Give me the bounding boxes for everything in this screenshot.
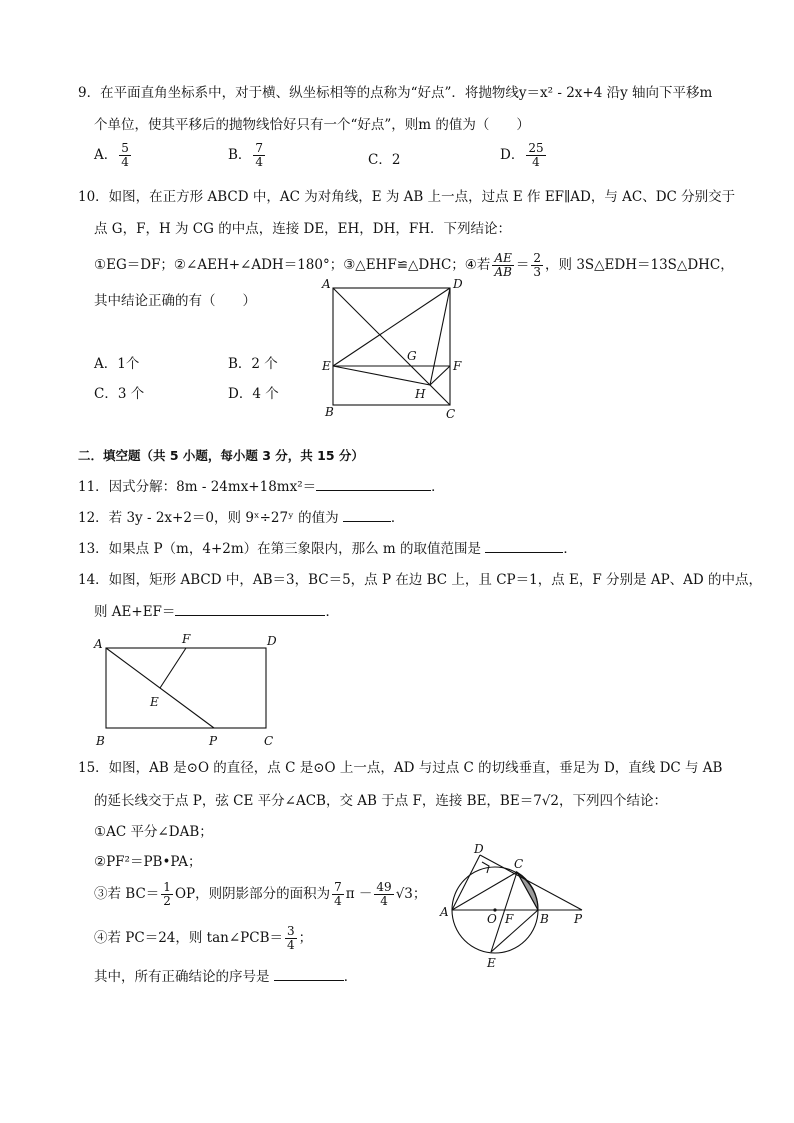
q14-label-b: B [96, 734, 105, 748]
q10-option-a[interactable]: A．1个 [94, 356, 140, 372]
q15-label-b: B [540, 912, 549, 926]
q14-end: ． [325, 604, 339, 620]
q13-text: 13．如果点 P（m，4+2m）在第三象限内，那么 m 的取值范围是 [78, 541, 486, 557]
q15-c3-b: OP，则阴影部分的面积为 [174, 886, 331, 902]
q10-option-b[interactable]: B．2 个 [228, 356, 278, 372]
q15-c4-b: ； [298, 930, 313, 946]
q14-label-p: P [209, 734, 218, 748]
q9-stem-line2: 个单位，使其平移后的抛物线恰好只有一个“好点”，则m 的值为（ ） [94, 117, 530, 133]
q10-stem-line1: 10．如图，在正方形 ABCD 中，AC 为对角线，E 为 AB 上一点，过点 E 作 EF∥AD，与 AC、DC 分别交于 [78, 189, 736, 205]
q10-option-d[interactable]: D．4 个 [228, 386, 279, 402]
q15-label-e: E [487, 956, 496, 970]
q14-text: 则 AE+EF＝ [94, 604, 176, 620]
q14-label-d: D [267, 634, 277, 648]
section2-title: 二．填空题（共 5 小题，每小题 3 分，共 15 分） [78, 448, 364, 463]
q9-option-b-label: B． [228, 147, 252, 163]
q9-option-d-label: D． [500, 147, 525, 163]
q14-label-e: E [150, 695, 159, 709]
q10-option-c[interactable]: C．3 个 [94, 386, 145, 402]
q15-c3-fraction-1-2: $\frac{1}{2}$ [163, 880, 171, 908]
q14-label-c: C [264, 734, 274, 748]
q15-stem-line2: 的延长线交于点 P，弦 CE 平分∠ACB，交 AB 于点 F，连接 BE，BE＝7√2，下列四个结论： [94, 793, 667, 809]
q9-option-a-fraction: $\frac{5}{4}$ [121, 141, 129, 169]
q9-option-c[interactable]: C．2 [368, 152, 401, 168]
q15-c3-fraction-7-4: $\frac{7}{4}$ [334, 880, 342, 908]
q15-label-a: A [440, 905, 449, 919]
q15-segment-bc [517, 872, 538, 910]
q15-label-c: C [514, 857, 524, 871]
q9-option-b-fraction: $\frac{7}{4}$ [255, 141, 264, 169]
q10-label-d: D [453, 277, 463, 291]
q10-question: 其中结论正确的有（ ） [94, 293, 256, 309]
q10-label-f: F [453, 359, 462, 373]
q12-text: 12．若 3y - 2x+2＝0，则 9ˣ÷27ʸ 的值为 [78, 510, 343, 526]
q12-end: ． [390, 510, 405, 526]
q15-end: ． [343, 969, 358, 985]
q9-option-d-fraction: $\frac{25}{4}$ [528, 141, 544, 169]
q15-label-p: P [574, 912, 583, 926]
q15-stem-line1: 15．如图，AB 是⊙O 的直径，点 C 是⊙O 上一点，AD 与过点 C 的切线垂直，垂足为 D，直线 DC 与 AB [78, 760, 723, 776]
q15-c3-fraction-49-4: $\frac{49}{4}$ [376, 880, 392, 908]
q15-conclusion-1: ①AC 平分∠DAB； [94, 824, 213, 840]
q10-equals: ＝ [515, 257, 530, 273]
q15-label-o: O [487, 912, 497, 926]
q14-stem-line1: 14．如图，矩形 ABCD 中，AB＝3，BC＝5，点 P 在边 BC 上，且 CP＝1，点 E，F 分别是 AP、AD 的中点， [78, 572, 763, 588]
q15-label-d: D [474, 842, 484, 856]
q15-c3-a: ③若 BC＝ [94, 886, 160, 902]
q10-label-h: H [415, 387, 426, 401]
q9-option-a-label: A． [94, 147, 118, 163]
q9-stem-line1: 9．在平面直角坐标系中，对于横、纵坐标相等的点称为“好点”．将抛物线y＝x² - 2x+4 沿y 轴向下平移m [78, 85, 713, 101]
q15-c3-c: √3； [395, 886, 427, 902]
q10-label-c: C [446, 407, 456, 421]
q10-label-e: E [322, 359, 331, 373]
q15-label-f: F [505, 912, 514, 926]
q11-end: ． [431, 479, 445, 495]
q10-fraction-2-3: $\frac{2}{3}$ [533, 251, 542, 279]
q15-line-dp [480, 855, 582, 910]
q11-text: 11．因式分解：8m - 24mx+18mx²＝ [78, 479, 317, 495]
q10-fraction-ae-ab: $\frac{AE}{AB}$ [494, 251, 512, 279]
q15-conclusion-2: ②PF²＝PB•PA； [94, 854, 202, 870]
q14-label-a: A [94, 637, 103, 651]
q14-label-f: F [182, 632, 191, 646]
q10-label-g: G [407, 349, 417, 363]
q10-conclusions-a: ①EG＝DF；②∠AEH+∠ADH＝180°；③△EHF≌△DHC；④若 [94, 257, 491, 273]
q10-label-b: B [325, 405, 334, 419]
q15-c4-a: ④若 PC＝24，则 tan∠PCB＝ [94, 930, 283, 946]
q15-c3-pi: π － [345, 886, 373, 902]
q15-final-text: 其中，所有正确结论的序号是 [94, 969, 274, 985]
q15-c4-fraction-3-4: $\frac{3}{4}$ [287, 924, 295, 952]
q10-label-a: A [322, 277, 331, 291]
q13-end: ． [563, 541, 577, 557]
q10-stem-line2: 点 G，F，H 为 CG 的中点，连接 DE，EH，DH，FH．下列结论： [94, 221, 512, 237]
q10-conclusions-b: ，则 3S△EDH＝13S△DHC， [545, 257, 734, 273]
